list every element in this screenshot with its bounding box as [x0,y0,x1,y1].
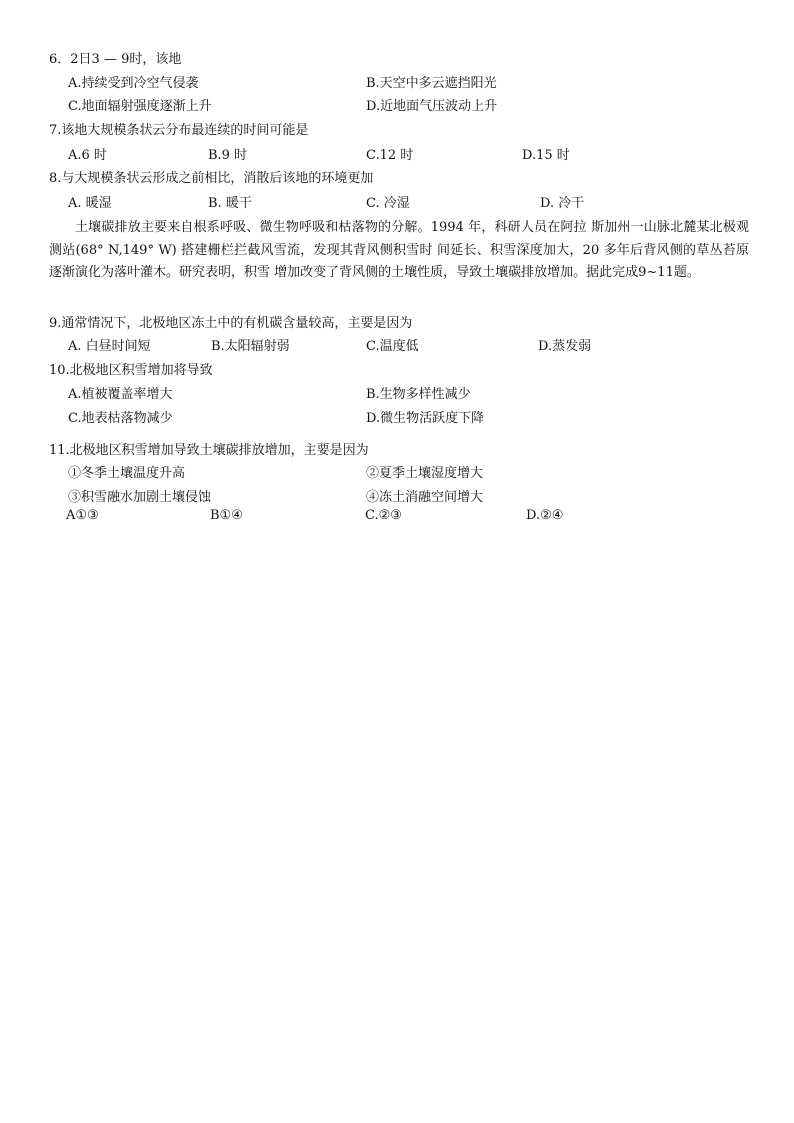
question-8-option-c: C. 冷湿 [366,196,410,211]
question-6-option-c: C.地面辐射强度逐渐上升 [68,99,212,114]
question-11-statement-3: ③积雪融水加剧土壤侵蚀 [68,490,212,505]
question-10-option-d: D.微生物活跃度下降 [366,411,485,426]
question-9-option-a: A. 白昼时间短 [68,339,151,354]
question-6-option-d: D.近地面气压波动上升 [366,99,498,114]
question-7-stem: 7.该地大规模条状云分布最连续的时间可能是 [49,123,309,138]
question-9-option-d: D.蒸发弱 [538,339,592,354]
question-8-option-d: D. 冷干 [540,196,585,211]
question-10-stem: 10.北极地区积雪增加将导致 [49,363,213,378]
question-7-option-b: B.9 时 [208,148,248,163]
question-11-option-d: D.②④ [526,508,564,523]
question-11-option-a: A①③ [66,508,99,523]
question-6-stem: 6．2日3 — 9时，该地 [49,52,182,67]
question-10-option-c: C.地表枯落物减少 [68,411,173,426]
question-11-stem: 11.北极地区积雪增加导致土壤碳排放增加，主要是因为 [49,443,369,458]
question-6-option-b: B.天空中多云遮挡阳光 [366,76,497,91]
question-8-stem: 8.与大规模条状云形成之前相比，消散后该地的环境更加 [49,171,374,186]
question-7-option-a: A.6 时 [68,148,107,163]
question-10-option-a: A.植被覆盖率增大 [68,387,173,402]
question-7-option-c: C.12 时 [366,148,414,163]
question-11-option-c: C.②③ [365,508,402,523]
question-8-option-b: B. 暖干 [208,196,252,211]
question-10-option-b: B.生物多样性减少 [366,387,471,402]
question-9-option-b: B.太阳辐射弱 [211,339,290,354]
question-11-option-b: B①④ [210,508,243,523]
question-8-option-a: A. 暖湿 [68,196,112,211]
question-7-option-d: D.15 时 [522,148,570,163]
question-11-statement-1: ①冬季土壤温度升高 [68,466,186,481]
reading-passage: 土壤碳排放主要来自根系呼吸、微生物呼吸和枯落物的分解。1994 年，科研人员在阿拉 斯加州一山脉北麓某北极观测站(68° N,149° W) 搭建栅栏拦截风雪流，发现其背风侧积雪时 间延长、积雪深度加大，20 多年后背风侧的草丛苔原逐渐演化为落叶灌木。研究表明，积雪 增加改变了背风侧的土壤性质，导致土壤碳排放增加。据此完成9~11题。 [49,220,749,280]
question-6-option-a: A.持续受到冷空气侵袭 [68,76,199,91]
question-11-statement-4: ④冻土消融空间增大 [366,490,484,505]
question-11-statement-2: ②夏季土壤湿度增大 [366,466,484,481]
question-9-option-c: C.温度低 [366,339,419,354]
question-9-stem: 9.通常情况下，北极地区冻土中的有机碳含量较高，主要是因为 [49,316,413,331]
